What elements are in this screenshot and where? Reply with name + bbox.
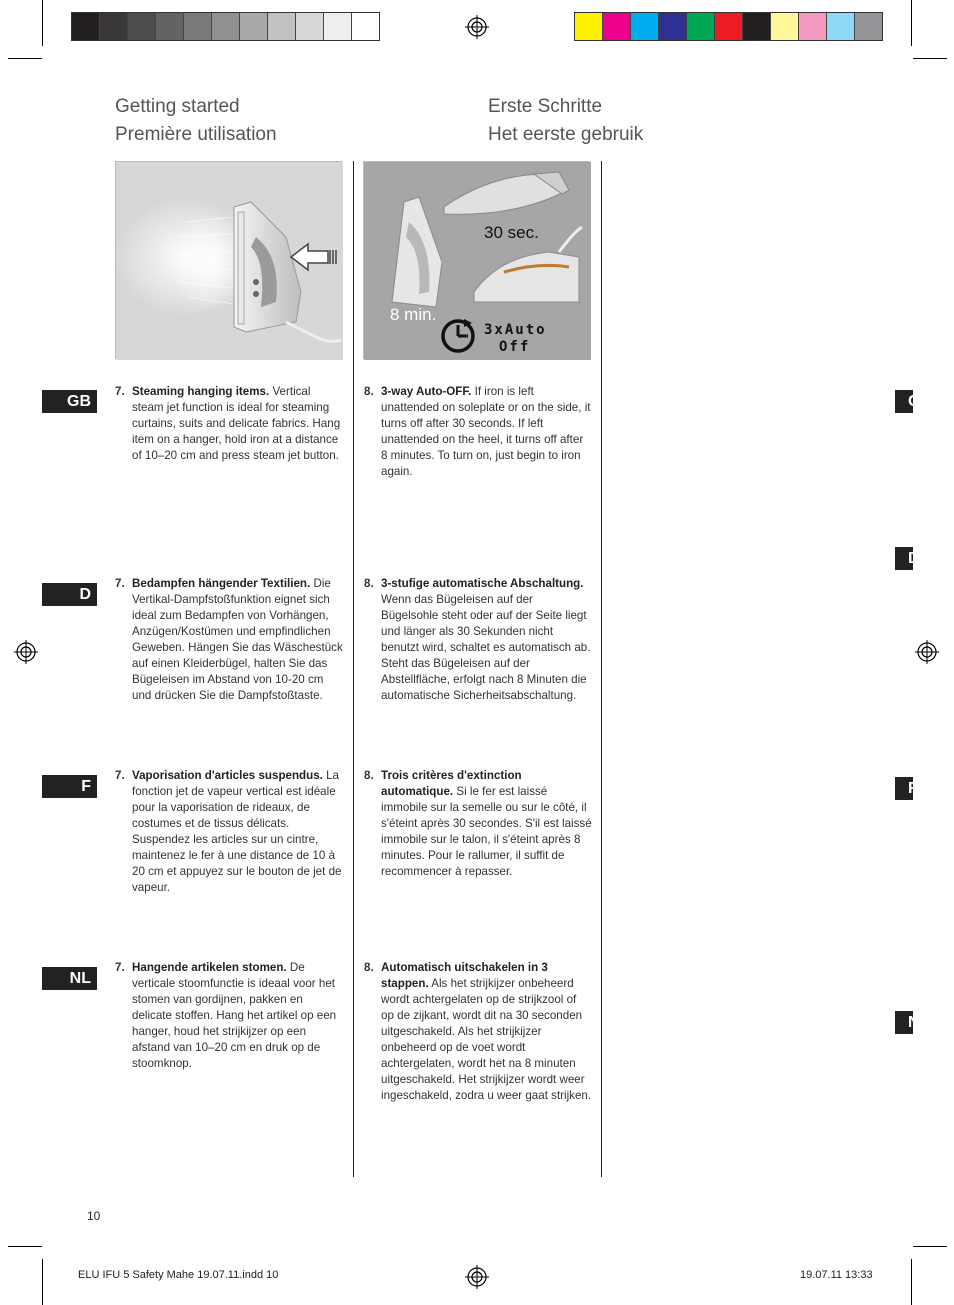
registration-mark-icon [14, 640, 38, 664]
item-title: Automatisch uitschakelen in 3 stappen. [381, 961, 548, 990]
item-body: Die Vertikal-Dampfstoßfunktion eignet sich ideal zum Bedampfen von Vorhängen, Anzügen/Kostümen und empfindlichen Geweben. Hängen Sie das Wäschestück auf einen Kleiderbügel, halten Sie das Bügeleisen im Abstand von 10-20 cm und drücken Sie die Dampfstoßtaste. [132, 577, 343, 702]
crop-mark [42, 1259, 43, 1305]
item-number: 7. [115, 769, 125, 782]
grayscale-swatch [240, 13, 268, 40]
auto-off-label-line1: 3xAuto [484, 322, 547, 338]
lang-tag-right-clipped: D [895, 547, 913, 570]
grayscale-color-bar [71, 12, 380, 41]
registration-mark-icon [465, 15, 489, 39]
vertical-steam-photo [115, 161, 342, 359]
item-number: 7. [115, 961, 125, 974]
crop-mark [913, 1246, 947, 1247]
instruction-item-8-f [364, 768, 592, 880]
lang-tag-d: D [42, 583, 97, 606]
grayscale-swatch [324, 13, 352, 40]
instruction-item-7-f [115, 768, 345, 896]
footer-slug-left: ELU IFU 5 Safety Mahe 19.07.11.indd 10 [78, 1269, 279, 1281]
crop-mark [8, 1246, 42, 1247]
process-color-swatch [771, 13, 799, 40]
process-color-swatch [855, 13, 882, 40]
instruction-item-8-d [364, 576, 592, 704]
item-body: Vertical steam jet function is ideal for steaming curtains, suits and delicate fabrics. Hang item on a hanger, hold iron at a distance of 10–20 cm and press steam jet button. [132, 385, 341, 462]
item-title: Vaporisation d'articles suspendus. [132, 769, 323, 782]
process-color-swatch [687, 13, 715, 40]
process-color-swatch [715, 13, 743, 40]
item-title: 3-stufige automatische Abschaltung. [381, 577, 584, 590]
item-number: 8. [364, 385, 374, 398]
process-color-bar [574, 12, 883, 41]
grayscale-swatch [184, 13, 212, 40]
registration-mark-icon [465, 1265, 489, 1289]
crop-mark [913, 58, 947, 59]
crop-mark [42, 0, 43, 46]
lang-tag-gb: GB [42, 390, 97, 413]
item-title: Bedampfen hängender Textilien. [132, 577, 311, 590]
item-body: La fonction jet de vapeur vertical est idéale pour la vaporisation de rideaux, de costumes et de tissus délicats. Suspendez les articles sur un cintre, maintenez le fer à une distance de 10 à 20 cm et appuyez sur le bouton de jet de vapeur. [132, 769, 342, 894]
item-body: Wenn das Bügeleisen auf der Bügelsohle steht oder auf der Seite liegt und länger als 30 Sekunden nicht benutzt wird, schaltet es automatisch ab. Steht das Bügeleisen auf der Abstellfläche, erfolgt nach 8 Minuten die automatische Sicherheitsabschaltung. [381, 593, 591, 702]
item-body: Si le fer est laissé immobile sur la semelle ou sur le côté, il s'éteint après 30 secondes. S'il est laissé immobile sur le talon, il s'éteint après 8 minutes. Pour le rallumer, il suffit de recommencer à repasser. [381, 785, 592, 878]
footer-slug-right: 19.07.11 13:33 [800, 1269, 873, 1281]
process-color-swatch [827, 13, 855, 40]
column-divider [601, 161, 602, 1177]
item-title: Trois critères d'extinction automatique. [381, 769, 522, 798]
grayscale-swatch [268, 13, 296, 40]
crop-mark [911, 1259, 912, 1305]
crop-mark [911, 0, 912, 46]
heading-left [115, 93, 277, 149]
item-body: If iron is left unattended on soleplate or on the side, it turns off after 30 seconds. If left unattended on the heel, it turns off after 8 minutes. To turn on, just begin to iron again. [381, 385, 591, 478]
grayscale-swatch [156, 13, 184, 40]
item-title: Hangende artikelen stomen. [132, 961, 287, 974]
grayscale-swatch [100, 13, 128, 40]
crop-mark [8, 58, 42, 59]
instruction-item-7-gb [115, 384, 345, 464]
item-number: 8. [364, 769, 374, 782]
process-color-swatch [743, 13, 771, 40]
instruction-item-8-nl [364, 960, 592, 1104]
instruction-item-7-d [115, 576, 345, 704]
grayscale-swatch [212, 13, 240, 40]
page-number: 10 [87, 1209, 101, 1223]
process-color-swatch [575, 13, 603, 40]
item-body: De verticale stoomfunctie is ideaal voor het stomen van gordijnen, pakken en delicate stoffen. Hang het artikel op een hanger, houd het strijkijzer op een afstand van 10–20 cm en druk op de stoomknop. [132, 961, 337, 1070]
heading-right [488, 93, 643, 149]
lang-tag-right-clipped: G [895, 390, 913, 413]
lang-tag-nl: NL [42, 967, 97, 990]
grayscale-swatch [296, 13, 324, 40]
auto-off-photo [363, 161, 590, 359]
item-number: 7. [115, 385, 125, 398]
lang-tag-f: F [42, 775, 97, 798]
item-body: Als het strijkijzer onbeheerd wordt achtergelaten op de strijkzool of op de zijkant, wordt dit na 30 seconden uitgeschakeld. Als het strijkijzer onbeheerd op de voet wordt achtergelaten, wordt het na 8 minuten uitgeschakeld. Het strijkijzer wordt weer ingeschakeld, zodra u weer gaat strijken. [381, 977, 592, 1102]
column-divider [353, 161, 354, 1177]
item-number: 8. [364, 577, 374, 590]
heading-en: Getting started [115, 96, 240, 117]
timer-30-sec-label: 30 sec. [484, 223, 539, 242]
process-color-swatch [659, 13, 687, 40]
heading-de: Erste Schritte [488, 96, 603, 117]
item-title: Steaming hanging items. [132, 385, 270, 398]
registration-mark-icon [915, 640, 939, 664]
lang-tag-right-clipped: F [895, 777, 913, 800]
lang-tag-right-clipped: N [895, 1011, 913, 1034]
auto-off-label-line2: Off [499, 339, 531, 355]
item-number: 7. [115, 577, 125, 590]
process-color-swatch [799, 13, 827, 40]
heading-nl: Het eerste gebruik [488, 124, 644, 145]
process-color-swatch [603, 13, 631, 40]
item-number: 8. [364, 961, 374, 974]
instruction-item-8-gb [364, 384, 592, 480]
grayscale-swatch [72, 13, 100, 40]
grayscale-swatch [352, 13, 379, 40]
timer-8-min-label: 8 min. [390, 305, 437, 324]
process-color-swatch [631, 13, 659, 40]
instruction-item-7-nl [115, 960, 345, 1072]
grayscale-swatch [128, 13, 156, 40]
heading-fr: Première utilisation [115, 124, 277, 145]
item-title: 3-way Auto-OFF. [381, 385, 472, 398]
